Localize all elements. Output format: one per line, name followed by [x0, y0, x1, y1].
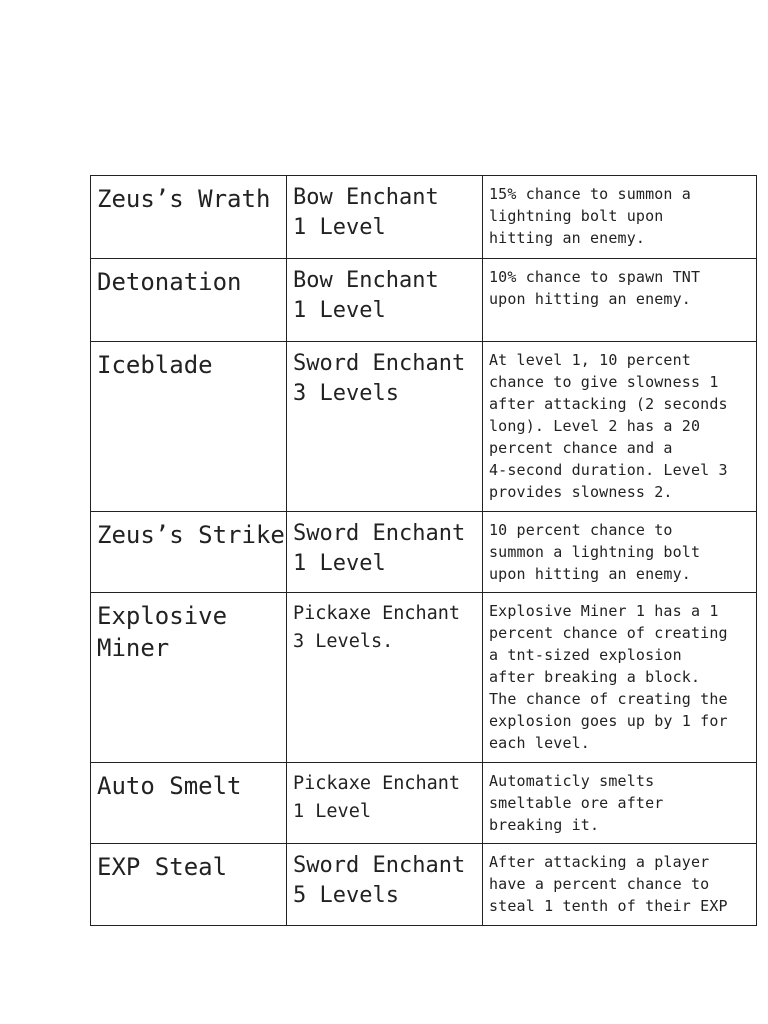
description-line: each level. — [489, 734, 590, 752]
description-line: Automaticly smelts — [489, 772, 655, 790]
table-row — [91, 763, 757, 844]
enchant-name: Detonation — [97, 268, 242, 296]
table-row — [91, 342, 757, 512]
enchant-name-cell — [91, 512, 287, 593]
table-row — [91, 176, 757, 259]
enchant-name: Zeus’s Strike — [97, 521, 285, 549]
description-line: 4-second duration. Level 3 — [489, 461, 728, 479]
table-row — [91, 259, 757, 342]
enchant-description-cell — [483, 176, 757, 259]
enchant-type-cell — [287, 512, 483, 593]
description-line: upon hitting an enemy. — [489, 290, 691, 308]
enchant-type: Pickaxe Enchant — [293, 773, 461, 794]
description-line: long). Level 2 has a 20 — [489, 417, 701, 435]
description-line: steal 1 tenth of their EXP — [489, 897, 728, 915]
enchant-levels: 5 Levels — [293, 883, 399, 908]
enchant-levels: 1 Level — [293, 801, 371, 822]
enchant-description-cell — [483, 512, 757, 593]
enchant-name-cell — [91, 176, 287, 259]
table-row — [91, 593, 757, 763]
table-row — [91, 512, 757, 593]
enchant-type: Pickaxe Enchant — [293, 603, 461, 624]
description-line: 15% chance to summon a — [489, 185, 691, 203]
enchant-name-cell — [91, 259, 287, 342]
description-line: provides slowness 2. — [489, 483, 673, 501]
description-line: smeltable ore after — [489, 794, 664, 812]
description-line: after breaking a block. — [489, 668, 701, 686]
enchant-name-cell — [91, 342, 287, 512]
enchant-type-cell — [287, 259, 483, 342]
enchant-levels: 3 Levels. — [293, 631, 394, 652]
enchant-type: Bow Enchant — [293, 268, 439, 293]
enchant-type-cell — [287, 342, 483, 512]
description-line: After attacking a player — [489, 853, 710, 871]
enchantments-table — [90, 175, 757, 926]
enchant-description-cell — [483, 593, 757, 763]
description-line: At level 1, 10 percent — [489, 351, 691, 369]
description-line: percent chance of creating — [489, 624, 728, 642]
enchant-name-cell — [91, 844, 287, 926]
enchant-name: Explosive — [97, 602, 228, 630]
enchant-type: Sword Enchant — [293, 521, 466, 546]
enchant-levels: 1 Level — [293, 215, 386, 240]
enchant-name: Miner — [97, 634, 170, 662]
enchant-name: Auto Smelt — [97, 772, 242, 800]
enchant-levels: 3 Levels — [293, 381, 399, 406]
description-line: chance to give slowness 1 — [489, 373, 719, 391]
enchant-name-cell — [91, 763, 287, 844]
description-line: percent chance and a — [489, 439, 673, 457]
description-line: explosion goes up by 1 for — [489, 712, 728, 730]
description-line: breaking it. — [489, 816, 600, 834]
description-line: summon a lightning bolt — [489, 543, 701, 561]
enchant-description-cell — [483, 259, 757, 342]
description-line: hitting an enemy. — [489, 229, 646, 247]
description-line: a tnt-sized explosion — [489, 646, 682, 664]
enchant-type-cell — [287, 176, 483, 259]
enchant-type: Bow Enchant — [293, 185, 439, 210]
enchant-name-cell — [91, 593, 287, 763]
enchant-description-cell — [483, 763, 757, 844]
description-line: The chance of creating the — [489, 690, 728, 708]
enchant-description-cell — [483, 342, 757, 512]
description-line: upon hitting an enemy. — [489, 565, 691, 583]
enchant-type-cell — [287, 844, 483, 926]
enchant-description-cell — [483, 844, 757, 926]
enchant-type-cell — [287, 593, 483, 763]
enchant-levels: 1 Level — [293, 551, 386, 576]
enchant-type: Sword Enchant — [293, 351, 466, 376]
enchant-name: Zeus’s Wrath — [97, 185, 271, 213]
enchant-levels: 1 Level — [293, 298, 386, 323]
description-line: have a percent chance to — [489, 875, 710, 893]
enchant-type: Sword Enchant — [293, 853, 466, 878]
enchant-type-cell — [287, 763, 483, 844]
description-line: lightning bolt upon — [489, 207, 664, 225]
description-line: 10% chance to spawn TNT — [489, 268, 701, 286]
enchant-name: EXP Steal — [97, 853, 228, 881]
table-row — [91, 844, 757, 926]
description-line: after attacking (2 seconds — [489, 395, 728, 413]
enchant-name: Iceblade — [97, 351, 213, 379]
description-line: Explosive Miner 1 has a 1 — [489, 602, 719, 620]
description-line: 10 percent chance to — [489, 521, 673, 539]
